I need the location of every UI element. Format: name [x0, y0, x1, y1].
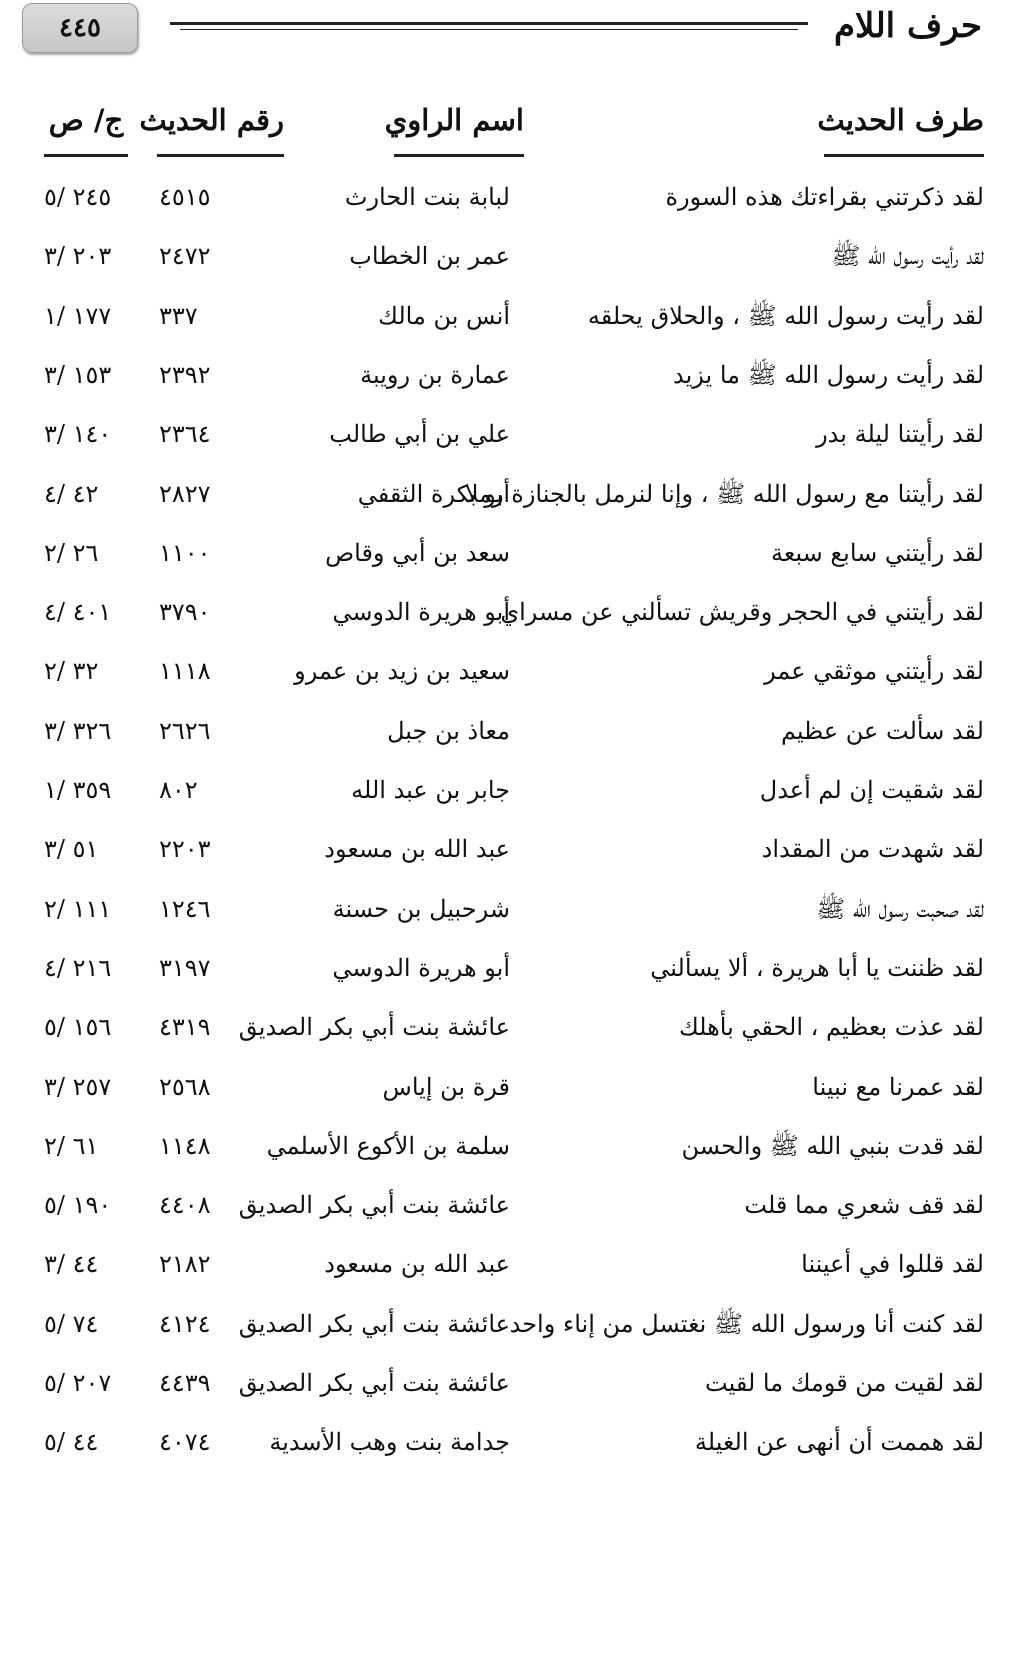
hadith-cell: لقد عذت بعظيم ، الحقي بأهلك: [678, 1013, 984, 1042]
hadith-cell: لقد لقيت من قومك ما لقيت: [705, 1369, 984, 1397]
narrator-cell: سعيد بن زيد بن عمرو: [294, 657, 510, 686]
volume-page-cell: ٢٦ /٢: [44, 538, 99, 567]
narrator-cell: علي بن أبي طالب: [329, 420, 510, 449]
hadith-cell: لقد رأيتني سابع سبعة: [770, 538, 984, 567]
table-row: [0, 1233, 1010, 1295]
narrator-cell: أنس بن مالك: [378, 301, 510, 330]
narrator-cell: شرحبيل بن حسنة: [332, 894, 510, 923]
table-row: [0, 996, 1010, 1058]
hadith-number-cell: ٢٨٢٧: [159, 479, 211, 508]
hadith-number-cell: ٨٠٢: [159, 776, 198, 804]
volume-page-cell: ١٥٣ /٣: [44, 360, 112, 389]
volume-page-cell: ٢٠٣ /٣: [44, 242, 112, 271]
volume-page-cell: ٤٤ /٥: [44, 1428, 99, 1457]
table-row: [0, 285, 1010, 347]
hadith-cell: لقد قللوا في أعيننا: [801, 1250, 984, 1279]
hadith-number-cell: ٤٤٣٩: [159, 1369, 211, 1397]
hadith-cell: لقد قف شعري مما قلت: [744, 1191, 984, 1220]
volume-page-cell: ٢٥٧ /٣: [44, 1072, 112, 1101]
hadith-cell: لقد رأيتنا ليلة بدر: [816, 420, 984, 449]
table-row: [0, 818, 1010, 880]
volume-page-cell: ١٩٠ /٥: [44, 1191, 112, 1220]
narrator-cell: أبو هريرة الدوسي: [332, 598, 510, 627]
table-row: [0, 522, 1010, 584]
table-row: [0, 1115, 1010, 1177]
page-number: ٤٤٥: [59, 13, 101, 43]
page-number-badge: [22, 3, 138, 53]
narrator-cell: لبابة بنت الحارث: [344, 183, 510, 211]
column-header-narrator: اسم الراوي: [394, 98, 524, 157]
narrator-cell: عائشة بنت أبي بكر الصديق: [238, 1309, 510, 1338]
hadith-number-cell: ٣٧٩٠: [159, 598, 211, 627]
table-row: [0, 166, 1010, 228]
hadith-number-cell: ٢٥٦٨: [159, 1072, 211, 1101]
hadith-number-cell: ١١٠٠: [159, 538, 211, 567]
hadith-number-cell: ١٢٤٦: [159, 894, 211, 923]
volume-page-cell: ٤٢ /٤: [44, 479, 99, 508]
table-row: [0, 225, 1010, 287]
table-row: [0, 403, 1010, 465]
hadith-number-cell: ٢٦٢٦: [159, 716, 211, 745]
volume-page-cell: ٢٠٧ /٥: [44, 1369, 112, 1397]
narrator-cell: عبد الله بن مسعود: [324, 1250, 510, 1279]
narrator-cell: عمارة بن رويبة: [360, 360, 510, 389]
column-header-hadith-number: رقم الحديث: [157, 98, 284, 157]
hadith-number-cell: ٢٤٧٢: [159, 242, 211, 271]
hadith-number-cell: ٢١٨٢: [159, 1250, 211, 1279]
volume-page-cell: ٦١ /٢: [44, 1131, 99, 1160]
table-row: [0, 878, 1010, 940]
volume-page-cell: ٥١ /٣: [44, 835, 99, 864]
narrator-cell: جابر بن عبد الله: [351, 776, 510, 804]
hadith-cell: لقد هممت أن أنهى عن الغيلة: [694, 1428, 984, 1457]
hadith-cell: لقد رأيتني في الحجر وقريش تسألني عن مسراي: [500, 598, 984, 627]
table-row: [0, 581, 1010, 643]
hadith-number-cell: ٤٤٠٨: [159, 1191, 211, 1220]
narrator-cell: عائشة بنت أبي بكر الصديق: [238, 1369, 510, 1397]
hadith-cell: لقد رأيت رسول الله ﷺ: [831, 242, 984, 271]
hadith-number-cell: ٤١٢٤: [159, 1309, 211, 1338]
narrator-cell: أبو بكرة الثقفي: [357, 479, 510, 508]
volume-page-cell: ٤٤ /٣: [44, 1250, 99, 1279]
table-row: [0, 937, 1010, 999]
hadith-number-cell: ١١٤٨: [159, 1131, 211, 1160]
narrator-cell: عبد الله بن مسعود: [324, 835, 510, 864]
hadith-number-cell: ٢٣٩٢: [159, 360, 211, 389]
table-row: [0, 1293, 1010, 1355]
volume-page-cell: ٢٤٥ /٥: [44, 183, 112, 211]
hadith-cell: لقد ظننت يا أبا هريرة ، ألا يسألني: [650, 953, 984, 982]
table-row: [0, 759, 1010, 821]
hadith-cell: لقد شقيت إن لم أعدل: [759, 776, 984, 804]
hadith-cell: لقد صحبت رسول الله ﷺ: [816, 894, 984, 923]
hadith-cell: لقد عمرنا مع نبينا: [812, 1072, 984, 1101]
volume-page-cell: ٣٥٩ /١: [44, 776, 112, 804]
table-row: [0, 640, 1010, 702]
narrator-cell: عائشة بنت أبي بكر الصديق: [238, 1191, 510, 1220]
header-rule: [170, 22, 808, 34]
narrator-cell: جدامة بنت وهب الأسدية: [269, 1428, 510, 1457]
hadith-cell: لقد رأيتنا مع رسول الله ﷺ ، وإنا لنرمل بالجنازة رملا: [464, 479, 984, 508]
hadith-number-cell: ٢٢٠٣: [159, 835, 211, 864]
column-header-volume-page: ج/ ص: [44, 98, 128, 157]
volume-page-cell: ٢١٦ /٤: [44, 953, 112, 982]
hadith-cell: لقد شهدت من المقداد: [761, 835, 984, 864]
narrator-cell: معاذ بن جبل: [387, 716, 510, 745]
volume-page-cell: ٣٢٦ /٣: [44, 716, 112, 745]
hadith-number-cell: ٤٠٧٤: [159, 1428, 211, 1457]
volume-page-cell: ١٧٧ /١: [44, 301, 112, 330]
hadith-cell: لقد رأيت رسول الله ﷺ ، والحلاق يحلقه: [587, 301, 984, 330]
hadith-cell: لقد سألت عن عظيم: [780, 716, 984, 745]
hadith-number-cell: ٣٣٧: [159, 301, 198, 330]
hadith-number-cell: ٤٥١٥: [159, 183, 211, 211]
table-row: [0, 344, 1010, 406]
narrator-cell: سلمة بن الأكوع الأسلمي: [266, 1131, 510, 1160]
table-row: [0, 1411, 1010, 1473]
table-row: [0, 700, 1010, 762]
narrator-cell: سعد بن أبي وقاص: [325, 538, 510, 567]
narrator-cell: قرة بن إياس: [382, 1072, 510, 1101]
table-row: [0, 1174, 1010, 1236]
narrator-cell: أبو هريرة الدوسي: [332, 953, 510, 982]
volume-page-cell: ٣٢ /٢: [44, 657, 99, 686]
volume-page-cell: ١١١ /٢: [44, 894, 112, 923]
chapter-title: حرف اللام: [833, 6, 982, 46]
table-row: [0, 1056, 1010, 1118]
table-row: [0, 463, 1010, 525]
hadith-cell: لقد رأيتني موثقي عمر: [764, 657, 984, 686]
volume-page-cell: ١٥٦ /٥: [44, 1013, 112, 1042]
table-row: [0, 1352, 1010, 1414]
narrator-cell: عائشة بنت أبي بكر الصديق: [238, 1013, 510, 1042]
hadith-cell: لقد كنت أنا ورسول الله ﷺ نغتسل من إناء واحد: [509, 1309, 984, 1338]
volume-page-cell: ٤٠١ /٤: [44, 598, 112, 627]
hadith-number-cell: ١١١٨: [159, 657, 211, 686]
hadith-number-cell: ٤٣١٩: [159, 1013, 211, 1042]
hadith-number-cell: ٢٣٦٤: [159, 420, 211, 449]
volume-page-cell: ١٤٠ /٣: [44, 420, 112, 449]
hadith-number-cell: ٣١٩٧: [159, 953, 211, 982]
hadith-cell: لقد قدت بنبي الله ﷺ والحسن: [681, 1131, 984, 1160]
narrator-cell: عمر بن الخطاب: [349, 242, 510, 271]
hadith-cell: لقد ذكرتني بقراءتك هذه السورة: [665, 183, 984, 211]
column-header-hadith: طرف الحديث: [824, 98, 984, 157]
hadith-cell: لقد رأيت رسول الله ﷺ ما يزيد: [672, 360, 984, 389]
volume-page-cell: ٧٤ /٥: [44, 1309, 99, 1338]
